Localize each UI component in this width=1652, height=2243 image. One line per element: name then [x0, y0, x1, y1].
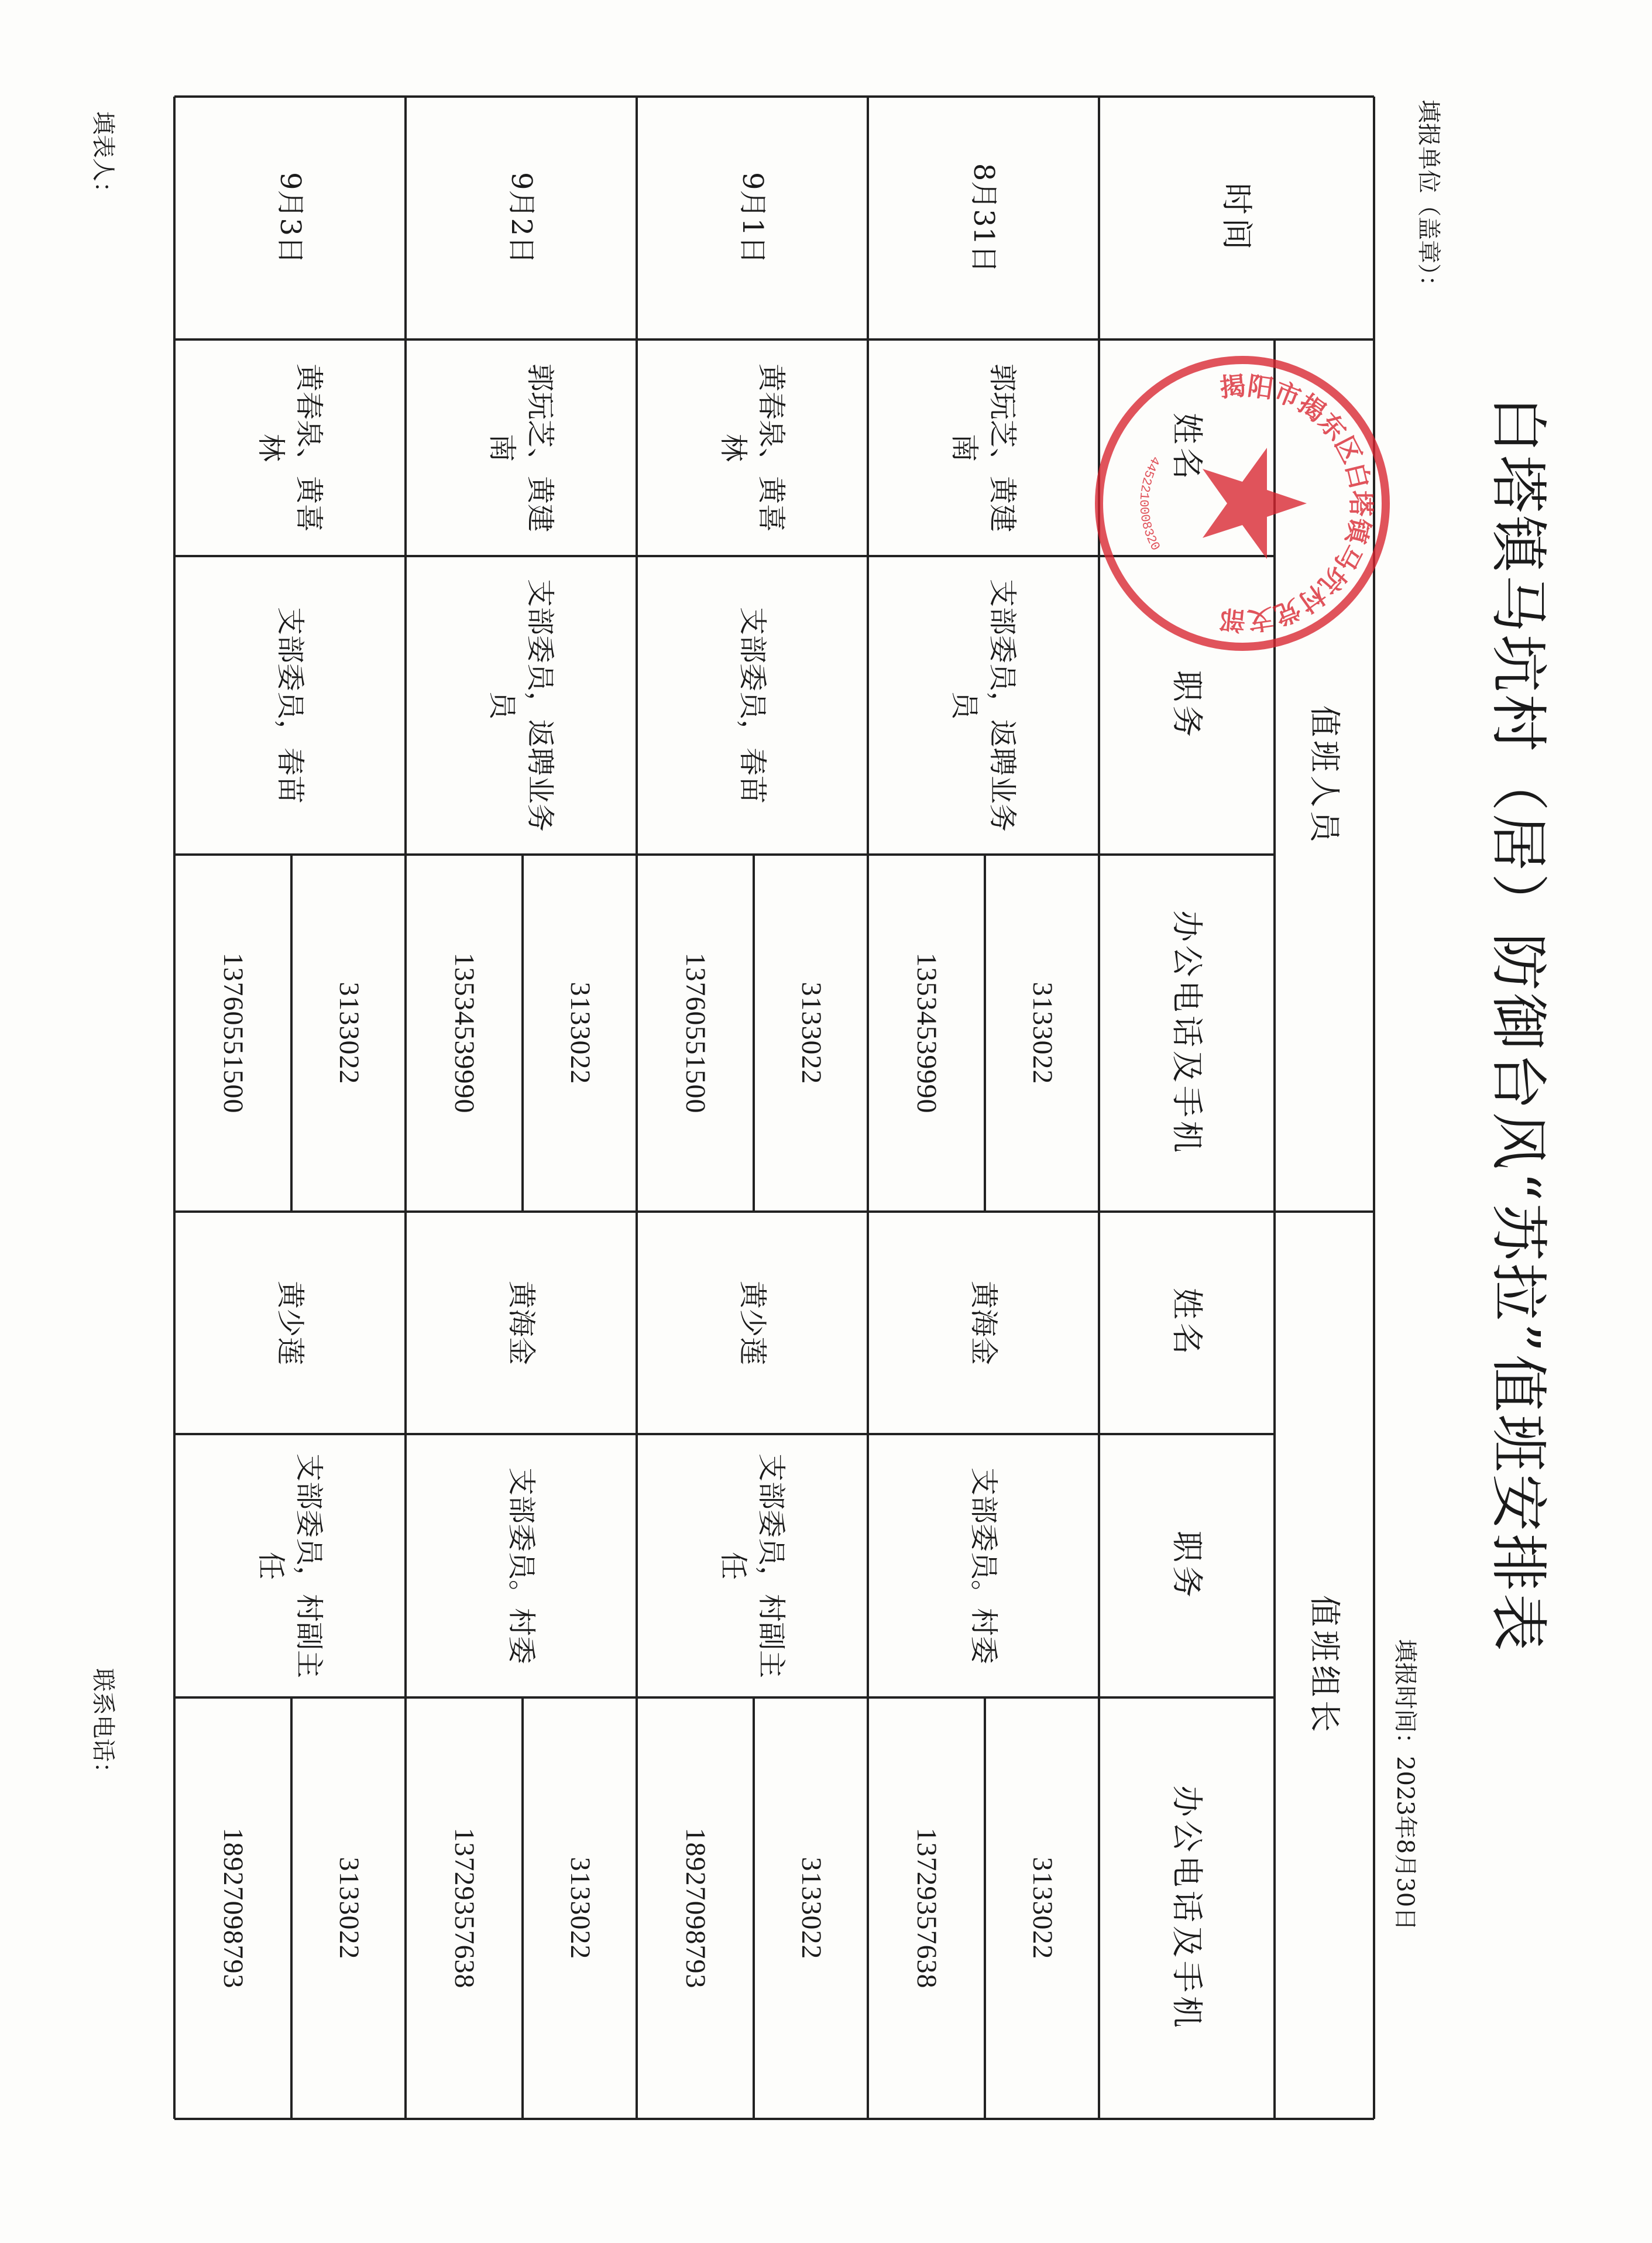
row2-staff-office-phone: 3133022 [795, 982, 827, 1085]
row3-leader-position: 支部委员。村委 [504, 1467, 538, 1664]
row4-staff-office-phone: 3133022 [333, 982, 365, 1085]
contact-phone-label: 联系电话： [90, 1668, 116, 1785]
row3-staff-office-phone: 3133022 [564, 982, 596, 1085]
svg-text:4452210008320 [1136, 454, 1163, 553]
row4-leader-mobile: 18927098793 [218, 1827, 249, 1989]
row4-leader-position: 支部委员，村副主任 [255, 1453, 326, 1678]
row3-staff-position: 支部委员，返聘业务员 [486, 578, 557, 832]
row2-leader-position: 支部委员，村副主任 [717, 1453, 788, 1678]
reporting-unit-label: 填报单位（盖章）： [1415, 100, 1442, 299]
filler-label: 填表人： [90, 111, 116, 205]
seal-org-text: 揭阳市揭东区白塔镇马坑村党支部 [1218, 371, 1376, 636]
row2-staff-position: 支部委员，春苗 [736, 606, 769, 804]
row1-staff-mobile: 13534539990 [911, 952, 943, 1114]
row2-staff-mobile: 13760551500 [680, 952, 712, 1114]
row1-leader-name: 黄海金 [967, 1280, 1000, 1365]
row4-leader-office-phone: 3133022 [333, 1857, 365, 1960]
row3-date: 9月2日 [504, 172, 538, 265]
row4-staff-mobile: 13760551500 [218, 952, 249, 1114]
row1-leader-mobile: 13729357638 [911, 1827, 943, 1989]
row3-staff-mobile: 13534539990 [449, 952, 480, 1114]
row4-staff-name: 黄春泉、黄喜林 [255, 363, 326, 532]
row2-leader-mobile: 18927098793 [680, 1827, 712, 1989]
document-title: 白塔镇马坑村（居）防御台风“苏拉”值班安排表 [1485, 395, 1551, 1654]
header-staff-position: 职务 [1169, 670, 1206, 740]
row2-staff-name: 黄春泉、黄喜林 [717, 363, 788, 532]
header-staff-phone: 办公电话及手机 [1169, 910, 1206, 1156]
row1-staff-name: 郭玩芝、黄建南 [948, 363, 1019, 532]
header-leader-phone: 办公电话及手机 [1169, 1785, 1206, 2031]
header-leader-position: 职务 [1169, 1531, 1206, 1601]
seal-code: 4452210008320 [1136, 453, 1163, 554]
official-seal-stamp [1090, 351, 1395, 656]
row2-date: 9月1日 [736, 172, 769, 265]
row4-leader-name: 黄少莲 [273, 1280, 307, 1365]
row2-leader-name: 黄少莲 [736, 1280, 769, 1365]
row1-date: 8月31日 [967, 163, 1000, 273]
row3-leader-office-phone: 3133022 [564, 1857, 596, 1960]
header-staff-name: 姓名 [1169, 413, 1206, 483]
header-time: 时间 [1218, 183, 1256, 253]
row4-date: 9月3日 [273, 172, 307, 265]
row2-leader-office-phone: 3133022 [795, 1857, 827, 1960]
row1-leader-office-phone: 3133022 [1026, 1857, 1058, 1960]
row1-staff-office-phone: 3133022 [1026, 982, 1058, 1085]
row4-staff-position: 支部委员，春苗 [273, 606, 307, 804]
header-duty-leader: 值班组长 [1306, 1595, 1344, 1736]
header-duty-staff: 值班人员 [1306, 705, 1344, 846]
row1-staff-position: 支部委员，返聘业务员 [948, 578, 1019, 832]
row3-leader-mobile: 13729357638 [449, 1827, 480, 1989]
header-leader-name: 姓名 [1169, 1288, 1206, 1358]
row3-leader-name: 黄海金 [504, 1280, 538, 1365]
report-date: 填报时间：2023年8月30日 [1392, 1639, 1419, 1931]
row1-leader-position: 支部委员。村委 [967, 1467, 1000, 1664]
row3-staff-name: 郭玩芝、黄建南 [486, 363, 557, 532]
